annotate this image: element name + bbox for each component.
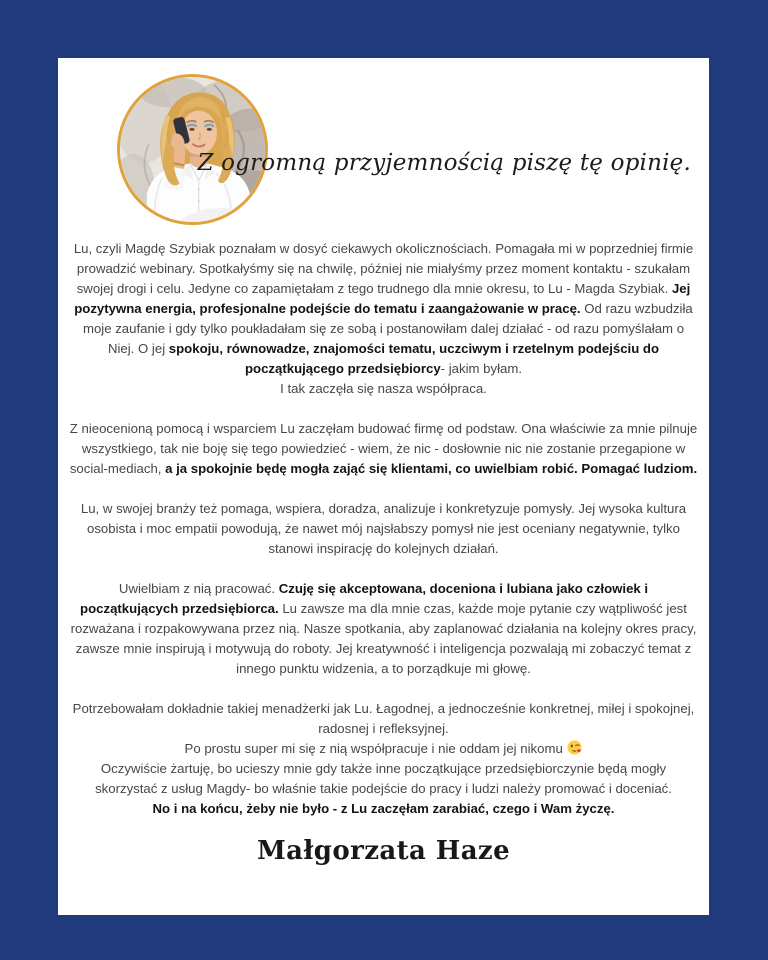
- paragraph-text-bold: a ja spokojnie będę mogła zająć się klientami, co uwielbiam robić. Pomagać ludziom.: [165, 461, 698, 476]
- paragraph-text: - jakim byłam.: [440, 361, 523, 376]
- signature: Małgorzata Haze: [256, 836, 511, 866]
- paragraph-text-bold: Czuję się akceptowana, doceniona i lubiana jako człowiek i początkujących przedsiębiorca.: [80, 581, 649, 616]
- testimonial-paragraph: [69, 239, 698, 399]
- paragraph-text: Z nieocenioną pomocą i wsparciem Lu zaczęłam budować firmę od podstaw. Ona właściwie za mnie pilnuje wszystkiego, tak nie boję się tego powiedzieć - wiem, że nic - dosłownie nic nie zostanie przegapione w social-mediach,: [69, 421, 698, 476]
- paragraph-text: I tak zaczęła się nasza współpraca.: [280, 381, 487, 396]
- paragraph-text: Lu zawsze ma dla mnie czas, każde moje pytanie czy wątpliwość jest rozważana i rozpakowywana przez nią. Nasze spotkania, aby zaplanować działania na kolejny okres pracy, zawsze mnie inspirują i motywują do roboty. Jej kreatywność i inteligencja pozwalają mi zobaczyć temat z innego punktu widzenia, a to porządkuje mi głowę.: [70, 601, 697, 676]
- paragraph-text-bold: spokoju, równowadze, znajomości tematu, uczciwym i rzetelnym podejściu do początkującego przedsiębiorcy: [168, 341, 660, 376]
- testimonial-paragraph: [69, 499, 698, 559]
- testimonial-paragraph: [69, 419, 698, 479]
- headline: Z ogromną przyjemnością piszę tę opinię.: [197, 150, 691, 176]
- testimonial-body: [69, 239, 698, 866]
- paragraph-text-bold: Jej pozytywna energia, profesjonalne podejście do tematu i zaangażowanie w pracę.: [74, 281, 691, 316]
- paragraph-text: Od razu wzbudziła moje zaufanie i gdy tylko poukładałam się ze sobą i postanowiłam dalej działać - od razu pomyślałam o Niej. O jej: [82, 301, 693, 356]
- paragraph-text: Uwielbiam z nią pracować.: [118, 581, 279, 596]
- testimonial-card: [58, 58, 709, 915]
- paragraph-text: Po prostu super mi się z nią współpracuje i nie oddam jej nikomu: [184, 741, 563, 756]
- paragraph-text: Potrzebowałam dokładnie takiej menadżerki jak Lu. Łagodnej, a jednocześnie konkretnej, miłej i spokojnej, radosnej i refleksyjnej.: [72, 701, 695, 736]
- testimonial-paragraph: [69, 579, 698, 679]
- paragraph-text-bold: No i na końcu, żeby nie było - z Lu zaczęłam zarabiać, czego i Wam życzę.: [152, 801, 615, 816]
- face-blowing-kiss-emoji: [567, 740, 582, 755]
- paragraph-text: Oczywiście żartuję, bo ucieszy mnie gdy także inne początkujące przedsiębiorczynie będą mogły skorzystać z usług Magdy- bo właśnie takie podejście do pracy i ludzi należy promować i doceniać.: [95, 761, 672, 796]
- paragraph-text: Lu, w swojej branży też pomaga, wspiera, doradza, analizuje i konkretyzuje pomysły. Jej wysoka kultura osobista i moc empatii powodują, że nawet mój najsłabszy pomysł nie jest oceniany negatywnie, tylko stanowi inspirację do kolejnych działań.: [80, 501, 687, 556]
- paragraph-text: Lu, czyli Magdę Szybiak poznałam w dosyć ciekawych okolicznościach. Pomagała mi w poprzedniej firmie prowadzić webinary. Spotkałyśmy się na chwilę, później nie miałyśmy przez moment kontaktu - szukałam swojej drogi i celu. Jedyne co zapamiętałam z tego trudnego dla mnie okresu, to Lu - Magda Szybiak.: [73, 241, 694, 296]
- testimonial-paragraph: [69, 699, 698, 819]
